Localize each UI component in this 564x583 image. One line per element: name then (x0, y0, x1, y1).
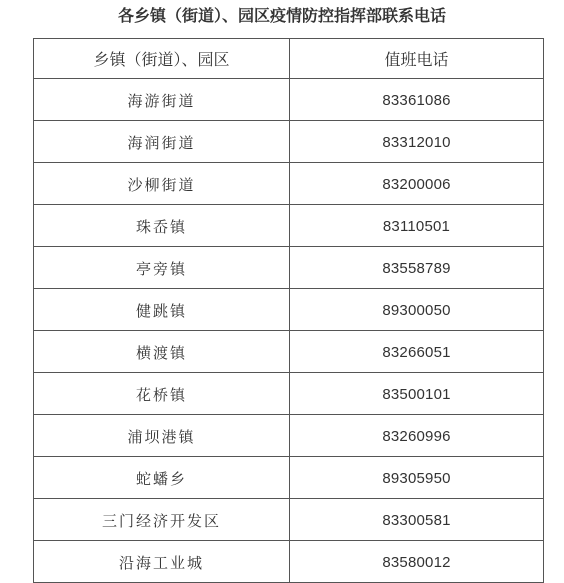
region-cell: 花桥镇 (34, 373, 290, 415)
region-cell: 珠岙镇 (34, 205, 290, 247)
table-row (34, 331, 544, 373)
phone-cell: 83110501 (290, 205, 544, 247)
contacts-table (33, 38, 544, 583)
table-row (34, 121, 544, 163)
phone-cell: 89305950 (290, 457, 544, 499)
phone-cell: 89300050 (290, 289, 544, 331)
phone-cell: 83200006 (290, 163, 544, 205)
table-row (34, 499, 544, 541)
table-row (34, 247, 544, 289)
region-cell: 蛇蟠乡 (34, 457, 290, 499)
region-cell: 海游街道 (34, 79, 290, 121)
table-row (34, 373, 544, 415)
phone-cell: 83260996 (290, 415, 544, 457)
region-cell: 健跳镇 (34, 289, 290, 331)
region-cell: 海润街道 (34, 121, 290, 163)
table-row (34, 205, 544, 247)
region-cell: 亭旁镇 (34, 247, 290, 289)
phone-cell: 83558789 (290, 247, 544, 289)
column-header-phone: 值班电话 (290, 39, 544, 79)
phone-cell: 83266051 (290, 331, 544, 373)
table-row (34, 79, 544, 121)
region-cell: 浦坝港镇 (34, 415, 290, 457)
page-title: 各乡镇（街道）、园区疫情防控指挥部联系电话 (117, 6, 446, 25)
region-cell: 三门经济开发区 (34, 499, 290, 541)
phone-cell: 83312010 (290, 121, 544, 163)
table-row (34, 415, 544, 457)
region-cell: 沙柳街道 (34, 163, 290, 205)
region-cell: 横渡镇 (34, 331, 290, 373)
phone-cell: 83580012 (290, 541, 544, 583)
table-row (34, 457, 544, 499)
table-row (34, 541, 544, 583)
table-row (34, 289, 544, 331)
table-row (34, 163, 544, 205)
table-header-row (34, 39, 544, 79)
phone-cell: 83500101 (290, 373, 544, 415)
phone-cell: 83361086 (290, 79, 544, 121)
phone-cell: 83300581 (290, 499, 544, 541)
column-header-region: 乡镇（街道）、园区 (34, 39, 290, 79)
region-cell: 沿海工业城 (34, 541, 290, 583)
